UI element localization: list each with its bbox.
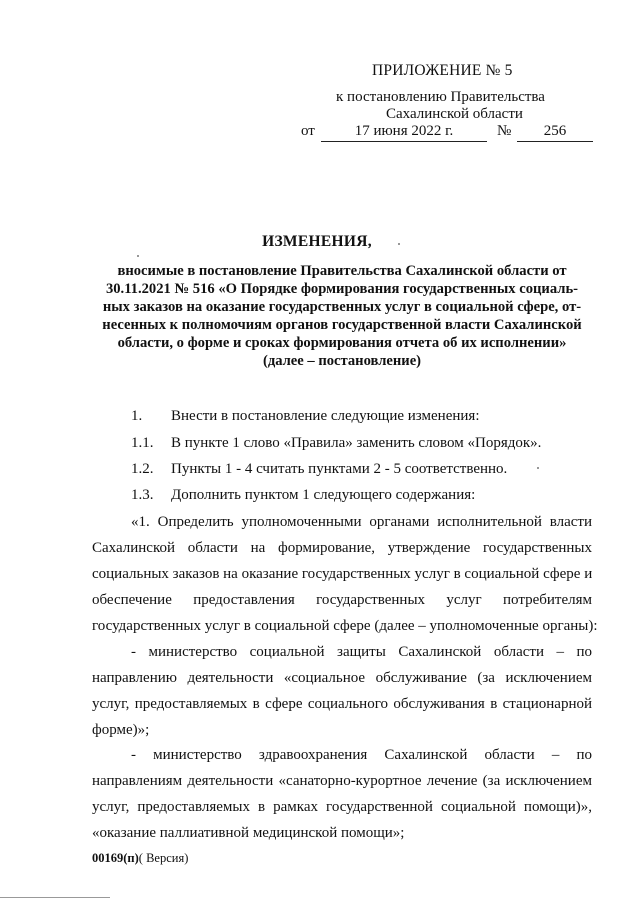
- body-line: «оказание паллиативной медицинской помощи»;: [92, 825, 405, 841]
- item-number: 1.1.: [131, 435, 154, 451]
- appendix-line-1: к постановлению Правительства: [336, 89, 545, 105]
- body-line: Сахалинской области на формирование, утверждение государственных: [92, 540, 592, 556]
- body-line: государственных услуг в социальной сфере (далее – уполномоченные органы):: [92, 618, 598, 634]
- body-line: - министерство здравоохранения Сахалинской области – по: [131, 747, 592, 763]
- document-title: ИЗМЕНЕНИЯ,: [262, 233, 372, 250]
- document-footer: [92, 851, 188, 866]
- body-line: направлениям деятельности «санаторно-курортное лечение (за исключением: [92, 773, 592, 789]
- scan-speck: [398, 243, 400, 245]
- scan-speck: [537, 467, 539, 469]
- item-text: Внести в постановление следующие изменения:: [171, 408, 480, 424]
- document-code: 00169(п): [92, 851, 139, 865]
- body-line: социальных заказов на оказание государственных услуг в социальной сфере и: [92, 566, 593, 582]
- item-number: 1.: [131, 408, 143, 424]
- body-line: обеспечение предоставления государственных услуг потребителям: [92, 592, 592, 608]
- number-label: №: [497, 123, 512, 139]
- item-number: 1.3.: [131, 487, 154, 503]
- date-number-row: [301, 123, 601, 143]
- document-subtitle: [92, 262, 592, 370]
- body-line: услуг, предоставляемых в сфере социального обслуживания в стационарной: [92, 696, 592, 712]
- body-line: направлению деятельности «социальное обслуживание (за исключением: [92, 670, 592, 686]
- decree-date: 17 июня 2022 г.: [321, 123, 487, 142]
- scan-speck: [137, 255, 139, 257]
- from-label: от: [301, 123, 315, 139]
- subtitle-line: ных заказов на оказание государственных услуг в социальной сфере, от-: [102, 299, 582, 315]
- subtitle-line: несенных к полномочиям органов государственной власти Сахалинской: [102, 317, 582, 333]
- appendix-title: ПРИЛОЖЕНИЕ № 5: [372, 62, 513, 79]
- body-line: форме)»;: [92, 722, 150, 738]
- subtitle-line: 30.11.2021 № 516 «О Порядке формирования государственных социаль-: [105, 281, 579, 297]
- item-number: 1.2.: [131, 461, 154, 477]
- document-version: ( Версия): [138, 851, 189, 865]
- subtitle-line: области, о форме и сроках формирования отчета об их исполнении»: [117, 335, 567, 351]
- subtitle-line: (далее – постановление): [262, 353, 422, 369]
- appendix-line-2: Сахалинской области: [386, 106, 523, 122]
- decree-number: 256: [517, 123, 593, 142]
- item-text: Пункты 1 - 4 считать пунктами 2 - 5 соответственно.: [171, 461, 508, 477]
- item-text: В пункте 1 слово «Правила» заменить словом «Порядок».: [171, 435, 542, 451]
- body-line: - министерство социальной защиты Сахалинской области – по: [131, 644, 592, 660]
- body-line: услуг, предоставляемых в рамках государственной социальной помощи)»,: [92, 799, 592, 815]
- body-line: «1. Определить уполномоченными органами исполнительной власти: [131, 514, 592, 530]
- scan-edge-line: [0, 897, 110, 898]
- subtitle-line: вносимые в постановление Правительства Сахалинской области от: [117, 263, 567, 279]
- item-text: Дополнить пунктом 1 следующего содержания:: [171, 487, 476, 503]
